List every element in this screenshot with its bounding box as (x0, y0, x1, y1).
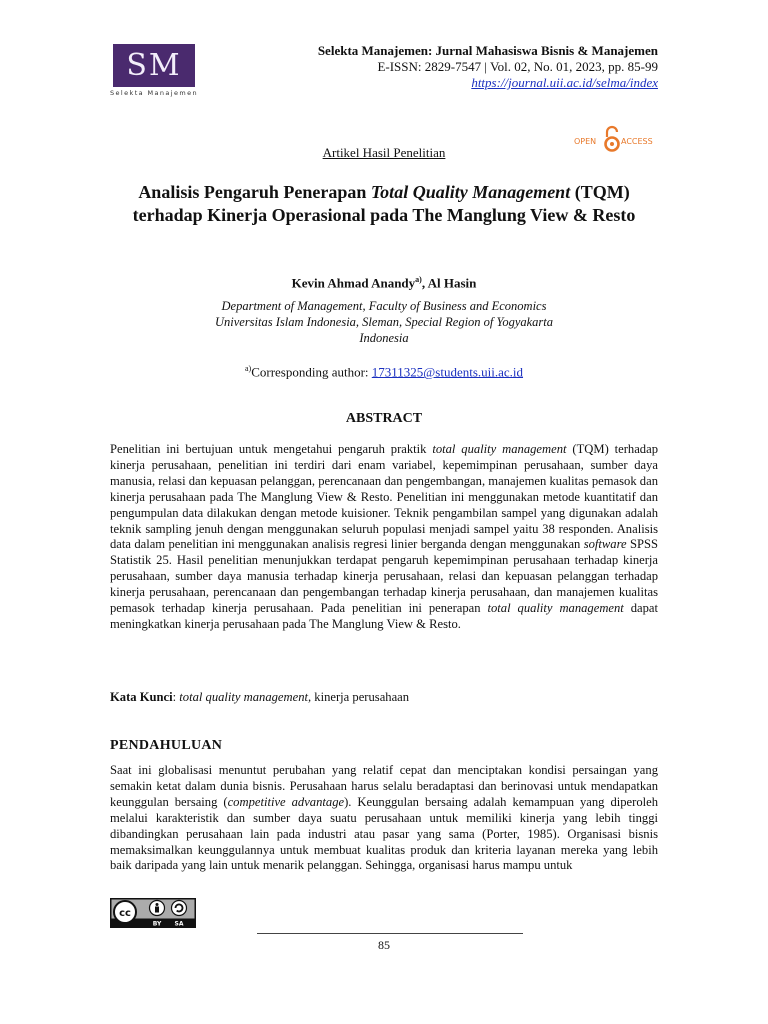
logo-letters: SM (126, 47, 182, 83)
cc-by-label: BY (152, 920, 162, 928)
abstract-heading: ABSTRACT (345, 411, 423, 426)
article-title (110, 181, 658, 226)
keywords-label: Kata Kunci (110, 690, 173, 704)
title-part2: (TQM) terhadap Kinerja Operasional pada The Manglung View & Resto (132, 182, 636, 225)
section-heading-pendahuluan: PENDAHULUAN (110, 738, 223, 753)
journal-title: Selekta Manajemen: Jurnal Mahasiswa Bisnis & Manajemen (317, 43, 658, 58)
intro-i1: competitive advantage (227, 794, 345, 809)
affiliation-line-2: Universitas Islam Indonesia, Sleman, Special Region of Yogyakarta (214, 315, 554, 329)
author-1: Kevin Ahmad Anandy (291, 275, 416, 291)
keywords-colon: : (172, 690, 180, 704)
cc-by-sa-license-icon (110, 898, 196, 928)
intro-t1: Saat ini globalisasi menuntut perubahan yang relatif cepat dan menciptakan kondisi persaingan yang semakin ketat dalam dunia bisnis. Perusahaan harus selalu beradaptasi dan berinovasi untuk mendapatkan keunggulan bersaing ( (110, 763, 658, 809)
corresponding-sup: a) (244, 364, 252, 373)
article-type: Artikel Hasil Penelitian (322, 145, 446, 160)
page-number: 85 (378, 938, 390, 952)
cc-sa-label: SA (174, 920, 184, 928)
title-italic: Total Quality Management (370, 182, 571, 202)
open-access-right-label: ACCESS (621, 137, 653, 146)
keywords (110, 690, 658, 705)
journal-issn: E-ISSN: 2829-7547 | Vol. 02, No. 01, 2023, pp. 85-99 (377, 59, 658, 74)
abstract-t4: dapat meningkatkan kinerja perusahaan pada The Manglung View & Resto. (110, 601, 659, 631)
author-2: , Al Hasin (421, 275, 477, 291)
intro-t2: ). Keunggulan bersaing adalah kemampuan yang diperoleh melalui karakteristik dan sumber daya suatu perusahaan untuk memiliki kinerja yang lebih tinggi dibandingkan perusahaan lain pada industri atau pasar yang sama (Porter, 1985). Organisasi bisnis memaksimalkan keunggulannya untuk membuat kualitas produk dan kriteria layanan mereka yang lebih baik daripada yang lain untuk menarik pelanggan. Sehingga, organisasi harus mampu untuk (110, 794, 659, 873)
corresponding-author (0, 364, 768, 380)
keywords-rest: kinerja perusahaan (311, 690, 410, 704)
corresponding-label: Corresponding author: (251, 364, 372, 380)
authors (0, 275, 768, 291)
journal-logo (113, 44, 195, 87)
logo-subtitle: Selekta Manajemen (110, 89, 199, 97)
journal-url-link[interactable]: https://journal.uii.ac.id/selma/index (471, 75, 658, 90)
abstract-i3: total quality management (487, 601, 624, 616)
abstract-t3: SPSS Statistik 25. Hasil penelitian menunjukkan terdapat pengaruh kepemimpinan perusahaan terhadap kinerja perusahaan, sumber daya manusia terhadap kinerja perusahaan, relasi dan kepuasan pelanggan terhadap kinerja perusahaan, perencanaan dan pengembangan terhadap kinerja perusahaan, dan manajemen kualitas pemasok terhadap kinerja perusahaan. Pada penelitian ini penerapan (110, 537, 658, 616)
affiliation-line-3: Indonesia (359, 331, 409, 345)
corresponding-email-link[interactable]: 17311325@students.uii.ac.id (371, 364, 524, 380)
open-access-left-label: OPEN (574, 137, 597, 146)
author-1-sup: a) (415, 275, 422, 284)
abstract-i1: total quality management (432, 442, 567, 456)
svg-text:cc: cc (119, 908, 131, 919)
affiliation (0, 298, 768, 346)
title-part1: Analisis Pengaruh Penerapan (138, 182, 371, 202)
affiliation-line-1: Department of Management, Faculty of Business and Economics (221, 299, 547, 313)
intro-text (110, 763, 658, 874)
abstract-text (110, 442, 658, 633)
abstract-t2: (TQM) terhadap kinerja perusahaan, penelitian ini terdiri dari enam variabel, kepemimpinan perusahaan, sumber daya manusia, relasi dan kepuasan pelanggan, perencanaan dan pengembangan, manajemen kualitas pemasok dan kinerja perusahaan pada The Manglung View & Resto. Penelitian ini menggunakan metode kuantitatif dan pengumpulan data dilakukan dengan metode kuisioner. Teknik pengambilan sampel yang digunakan adalah teknik sampling jenuh dengan menggunakan seluruh populasi menjadi sampel yaitu 38 responden. Analisis data dalam penelitian ini menggunakan analisis regresi linier berganda dengan menggunakan (110, 442, 658, 552)
abstract-i2: software (583, 537, 627, 552)
abstract-t1: Penelitian ini bertujuan untuk mengetahui pengaruh praktik (110, 442, 433, 456)
journal-info (318, 43, 658, 91)
footer-divider (257, 933, 523, 934)
keywords-italic: total quality management, (179, 690, 312, 704)
